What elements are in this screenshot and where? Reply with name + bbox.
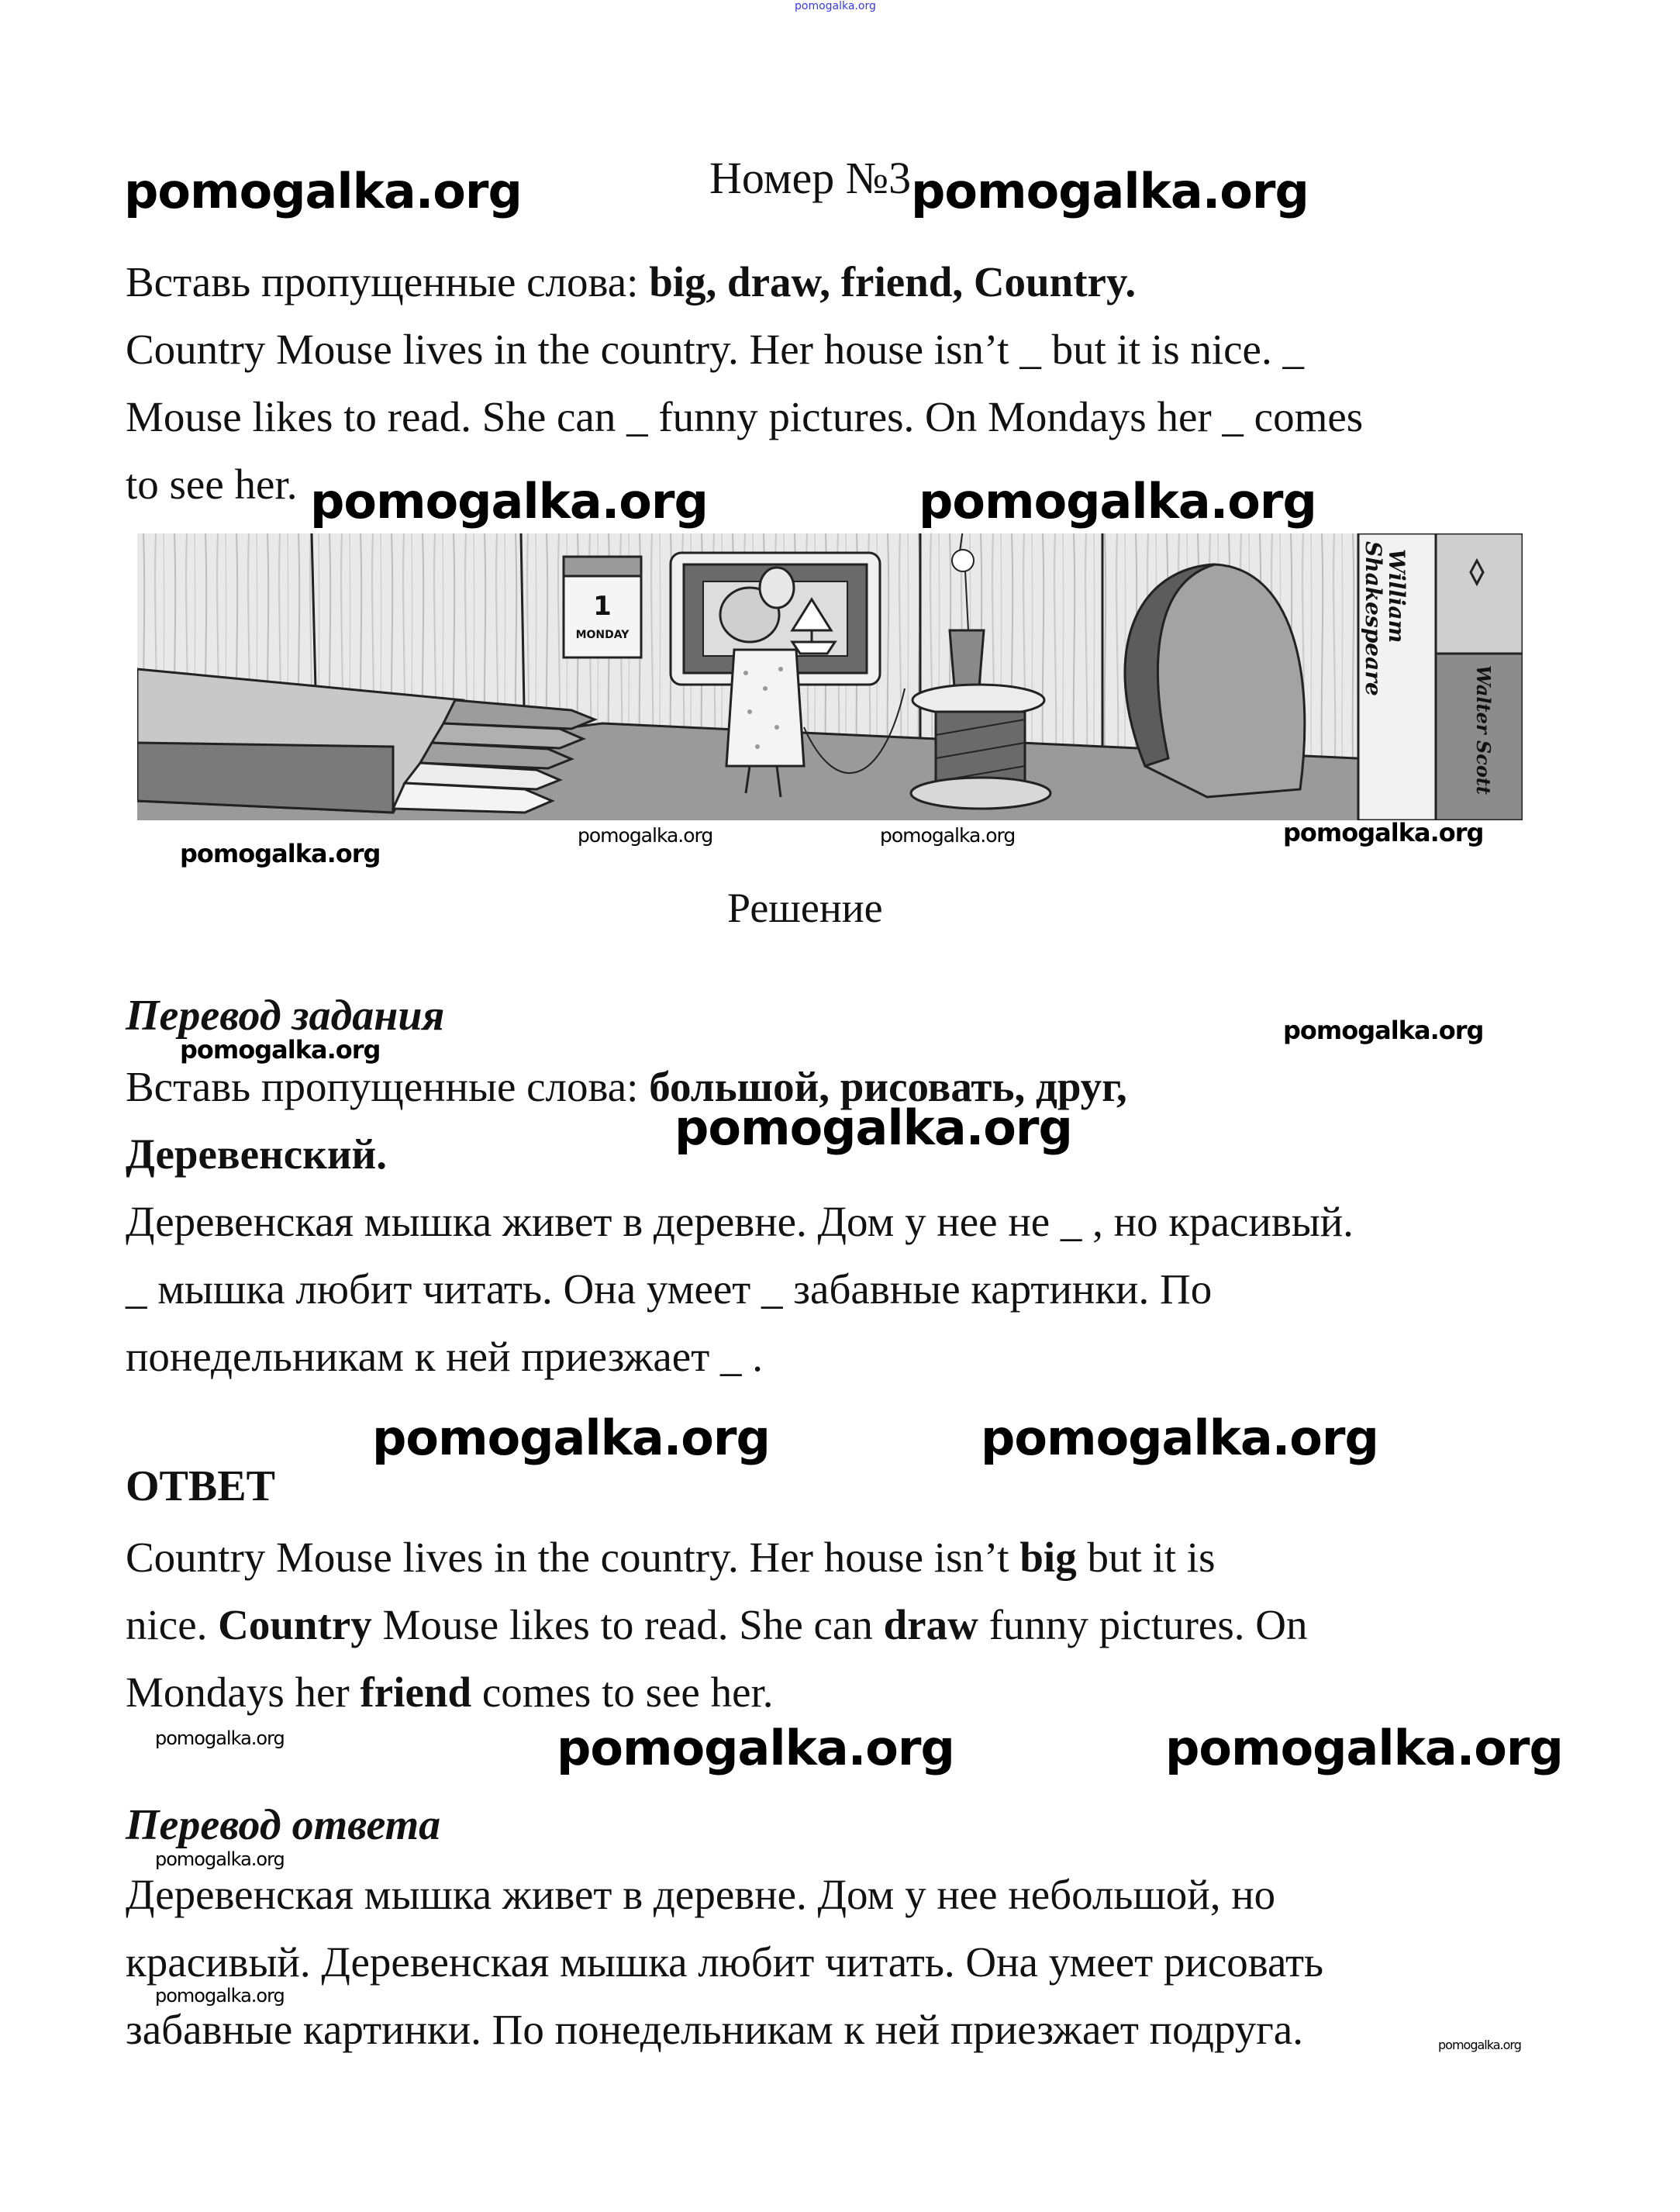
watermark: pomogalka.org [578,824,713,847]
watermark: pomogalka.org [124,163,522,219]
answer-translation-heading: Перевод ответа [126,1801,441,1849]
answer-line [126,1591,1307,1658]
instruction-prefix: Вставь пропущенные слова: [126,258,639,305]
answer-text: funny pictures. On [978,1601,1308,1648]
task-line: to see her. [126,461,298,508]
answer-heading: ОТВЕТ [126,1462,275,1510]
answer-translation-line: Деревенская мышка живет в деревне. Дом у нее небольшой, но [126,1871,1276,1918]
instruction-prefix: Вставь пропущенные слова: [126,1063,639,1110]
watermark: pomogalka.org [919,473,1316,530]
watermark: pomogalka.org [310,473,708,530]
answer-text: Mondays her [126,1668,360,1716]
illustration-svg [137,533,1523,820]
watermark: pomogalka.org [1283,818,1484,847]
svg-text:Walter Scott: Walter Scott [1472,665,1495,795]
watermark: pomogalka.org [372,1410,770,1466]
answer-line [126,1524,1216,1591]
watermark: pomogalka.org [1438,2038,1521,2052]
task-translation-line: понедельникам к ней приезжает _ . [126,1333,763,1380]
answer-line [126,1658,774,1726]
watermark: pomogalka.org [674,1099,1072,1156]
solution-heading: Решение [727,885,883,931]
watermark: pomogalka.org [180,1035,381,1065]
answer-text: comes to see her. [471,1668,774,1716]
svg-text:MONDAY: MONDAY [575,629,630,641]
answer-word: draw [883,1601,978,1648]
watermark: pomogalka.org [155,1985,285,2007]
answer-word: big [1019,1534,1077,1581]
top-watermark: pomogalka.org [795,0,876,12]
watermark: pomogalka.org [180,839,381,868]
watermark: pomogalka.org [1283,1016,1484,1045]
watermark: pomogalka.org [981,1410,1378,1466]
task-translation-line: _ мышка любит читать. Она умеет _ забавные картинки. По [126,1265,1213,1313]
svg-text:1: 1 [593,591,612,622]
instruction-words: big, draw, friend, Country. [649,258,1137,305]
answer-translation-line: забавные картинки. По понедельникам к ней приезжает подруга. [126,2006,1303,2053]
calendar-icon [564,557,641,657]
answer-translation-line: красивый. Деревенская мышка любит читать. Она умеет рисовать [126,1938,1324,1986]
task-translation-line: Деревенская мышка живет в деревне. Дом у нее не _ , но красивый. [126,1198,1354,1245]
answer-text: but it is [1076,1534,1216,1581]
answer-text: Mouse likes to read. She can [371,1601,884,1648]
answer-text: Country Mouse lives in the country. Her house isn’t [126,1534,1020,1581]
watermark: pomogalka.org [155,1848,285,1870]
instruction-words: большой, рисовать, друг, [649,1063,1127,1110]
task-translation-heading: Перевод задания [126,992,445,1040]
answer-word: Country [218,1601,372,1648]
svg-text:Shakespeare: Shakespeare [1361,541,1386,696]
task-instruction [126,248,1136,316]
illustration-country-mouse [137,533,1523,820]
task-line: Mouse likes to read. She can _ funny pictures. On Mondays her _ comes [126,393,1364,440]
watermark: pomogalka.org [1165,1720,1563,1776]
answer-text: nice. [126,1601,219,1648]
answer-word: friend [360,1668,472,1716]
watermark: pomogalka.org [155,1727,285,1749]
watermark: pomogalka.org [911,163,1309,219]
svg-text:William: William [1384,549,1409,644]
task-line: Country Mouse lives in the country. Her house isn’t _ but it is nice. _ [126,326,1304,373]
watermark: pomogalka.org [557,1720,954,1776]
watermark: pomogalka.org [880,824,1016,847]
page-title: Номер №3 [709,153,912,203]
instruction-words: Деревенский. [126,1130,387,1178]
task-translation-instruction-cont [126,1120,387,1188]
